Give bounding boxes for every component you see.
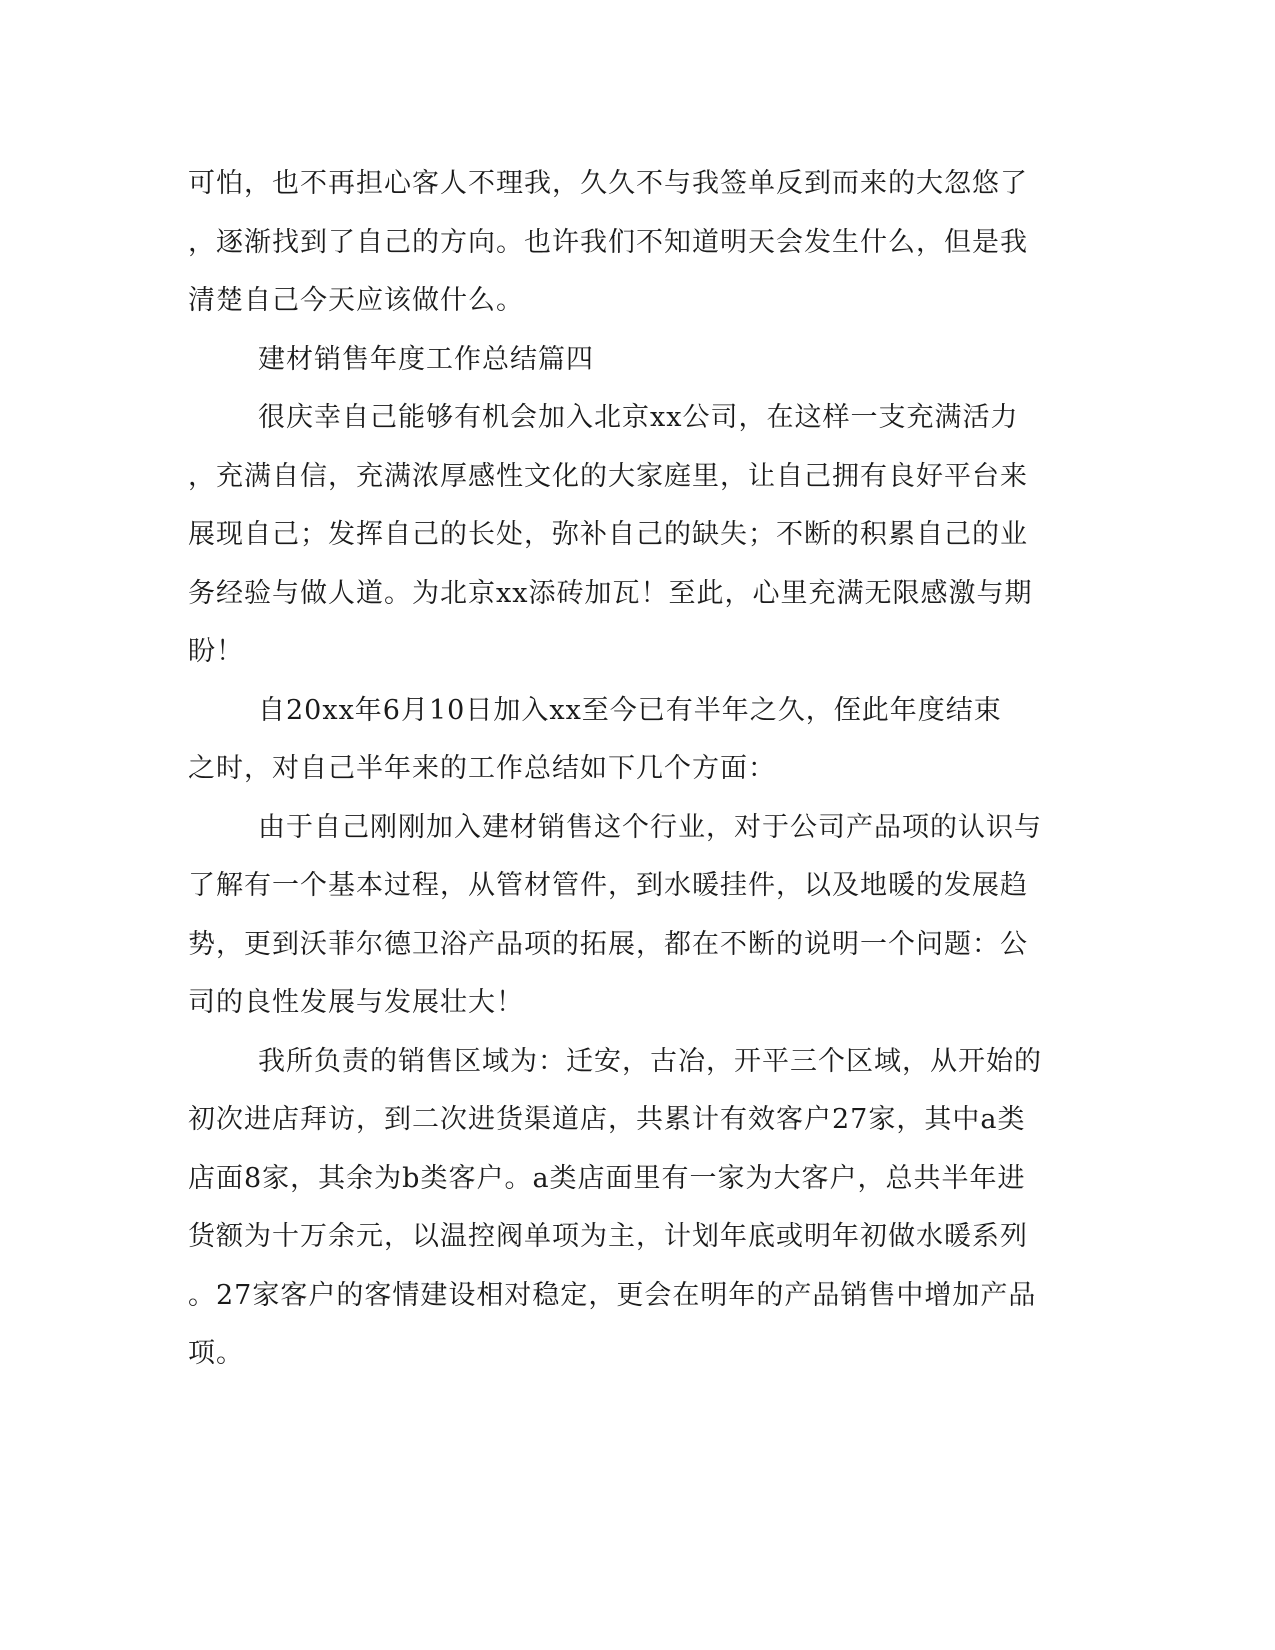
document-body [188,155,1058,1384]
text-line: 初次进店拜访，到二次进货渠道店，共累计有效客户27家，其中a类 [188,1104,1026,1135]
text-line: ，逐渐找到了自己的方向。也许我们不知道明天会发生什么，但是我 [188,226,1028,258]
text-line: ，充满自信，充满浓厚感性文化的大家庭里，让自己拥有良好平台来 [188,460,1028,492]
text-line: 项。 [188,1338,244,1369]
text-line: 我所负责的销售区域为：迁安，古冶，开平三个区域，从开始的 [258,1045,1042,1077]
text-line: 。27家客户的客情建设相对稳定，更会在明年的产品销售中增加产品 [188,1279,1037,1311]
text-line: 店面8家，其余为b类客户。a类店面里有一家为大客户，总共半年进 [188,1162,1026,1194]
text-line: 很庆幸自己能够有机会加入北京xx公司，在这样一支充满活力 [258,402,1019,433]
section-heading: 建材销售年度工作总结篇四 [258,343,594,375]
text-line: 自20xx年6月10日加入xx至今已有半年之久，侄此年度结束 [258,694,1002,726]
text-line: 之时，对自己半年来的工作总结如下几个方面： [188,753,776,784]
text-line: 清楚自己今天应该做什么。 [188,285,524,316]
text-line: 由于自己刚刚加入建材销售这个行业，对于公司产品项的认识与 [258,811,1042,843]
text-line: 货额为十万余元，以温控阀单项为主，计划年底或明年初做水暖系列 [188,1221,1028,1252]
text-line: 展现自己；发挥自己的长处，弥补自己的缺失；不断的积累自己的业 [188,519,1028,550]
text-line: 势，更到沃菲尔德卫浴产品项的拓展，都在不断的说明一个问题：公 [188,928,1028,960]
text-line: 务经验与做人道。为北京xx添砖加瓦！至此，心里充满无限感激与期 [188,577,1033,609]
text-line: 可怕，也不再担心客人不理我，久久不与我签单反到而来的大忽悠了 [188,168,1028,199]
text-line: 盼！ [188,636,244,667]
text-line: 司的良性发展与发展壮大！ [188,987,524,1018]
text-line: 了解有一个基本过程，从管材管件，到水暖挂件，以及地暖的发展趋 [188,870,1028,901]
